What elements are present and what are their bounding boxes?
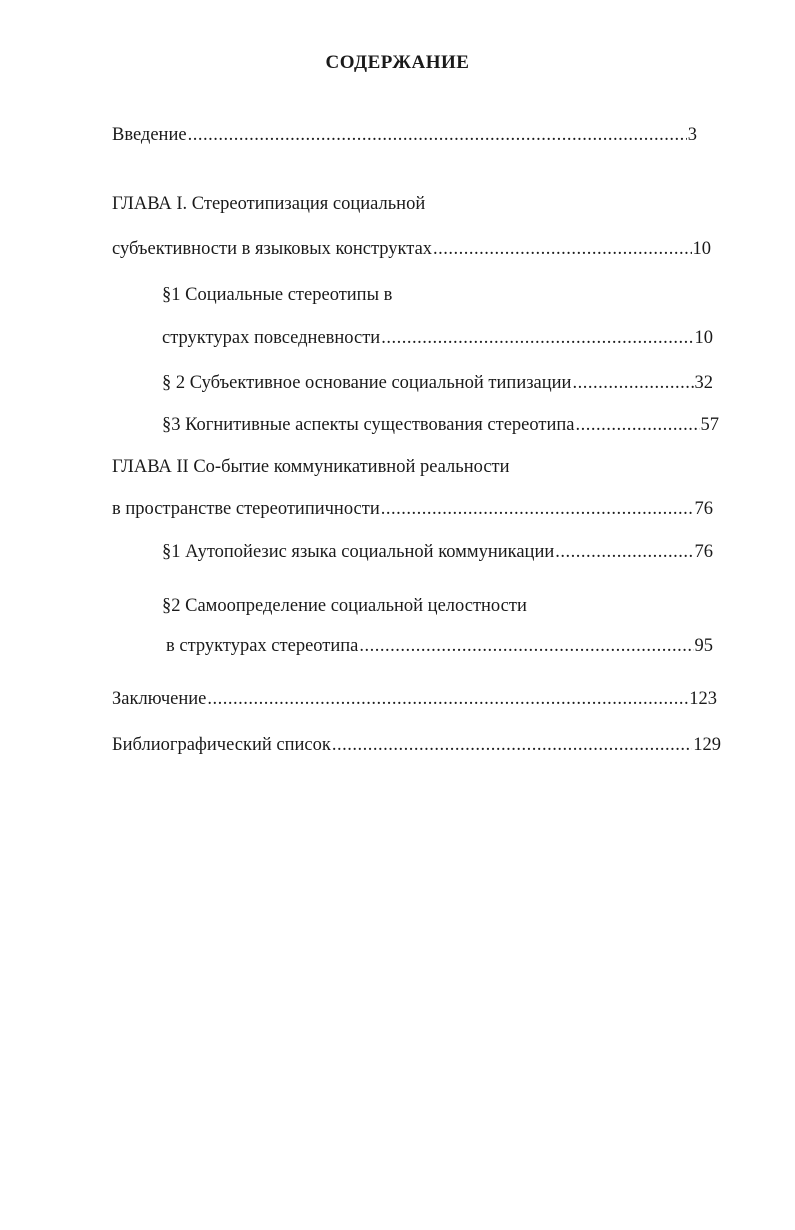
toc-page-number: 129	[693, 735, 721, 755]
toc-entry-text: субъективности в языковых конструктах	[112, 239, 433, 259]
toc-entry-section-1-2	[162, 372, 713, 394]
toc-entry-section-2-2-line-2	[166, 635, 713, 657]
toc-page-number: 32	[694, 373, 713, 393]
toc-entry-text: ГЛАВА II Со-бытие коммуникативной реальности	[112, 457, 510, 477]
dot-leader	[555, 541, 693, 563]
toc-entry-section-2-2-line-1	[162, 595, 527, 617]
dot-leader	[572, 372, 693, 394]
toc-entry-text: §1 Социальные стереотипы в	[162, 285, 393, 305]
dot-leader	[188, 124, 687, 146]
toc-entry-text: §1 Аутопойезис языка социальной коммуникации	[162, 542, 555, 562]
toc-page-number: 76	[694, 542, 713, 562]
dot-leader	[332, 734, 692, 756]
toc-page-number: 3	[687, 125, 697, 145]
toc-page-number: 10	[694, 328, 713, 348]
toc-entry-text: Введение	[112, 125, 187, 145]
dot-leader	[207, 688, 688, 710]
toc-entry-bibliography	[112, 734, 721, 756]
dot-leader	[433, 238, 691, 260]
toc-entry-section-2-1	[162, 541, 713, 563]
toc-entry-section-1-1-line-1	[162, 284, 392, 306]
toc-entry-chapter-1-line-2	[112, 238, 711, 260]
dot-leader	[359, 635, 693, 657]
toc-entry-chapter-1-line-1	[112, 193, 425, 215]
toc-entry-text: в структурах стереотипа	[166, 636, 359, 656]
dot-leader	[575, 414, 699, 436]
toc-entry-conclusion	[112, 688, 717, 710]
toc-page-number: 57	[700, 415, 719, 435]
toc-entry-text: Библиографический список	[112, 735, 331, 755]
dot-leader	[381, 327, 693, 349]
toc-entry-introduction	[112, 124, 697, 146]
toc-page-number: 95	[694, 636, 713, 656]
toc-entry-chapter-2-line-2	[112, 498, 713, 520]
toc-entry-section-1-1-line-2	[162, 327, 713, 349]
dot-leader	[381, 498, 694, 520]
toc-entry-text: §2 Самоопределение социальной целостности	[162, 596, 527, 616]
toc-page-number: 123	[689, 689, 717, 709]
toc-page-number: 10	[692, 239, 711, 259]
toc-entry-text: структурах повседневности	[162, 328, 381, 348]
toc-page-number: 76	[694, 499, 713, 519]
toc-entry-text: в пространстве стереотипичности	[112, 499, 380, 519]
toc-entry-text: Заключение	[112, 689, 207, 709]
toc-entry-chapter-2-line-1	[112, 456, 510, 478]
page-title: СОДЕРЖАНИЕ	[325, 52, 470, 73]
toc-entry-text: ГЛАВА I. Стереотипизация социальной	[112, 194, 426, 214]
toc-entry-text: §3 Когнитивные аспекты существования стереотипа	[162, 415, 575, 435]
toc-entry-section-1-3	[162, 414, 719, 436]
toc-entry-text: § 2 Субъективное основание социальной типизации	[162, 373, 572, 393]
